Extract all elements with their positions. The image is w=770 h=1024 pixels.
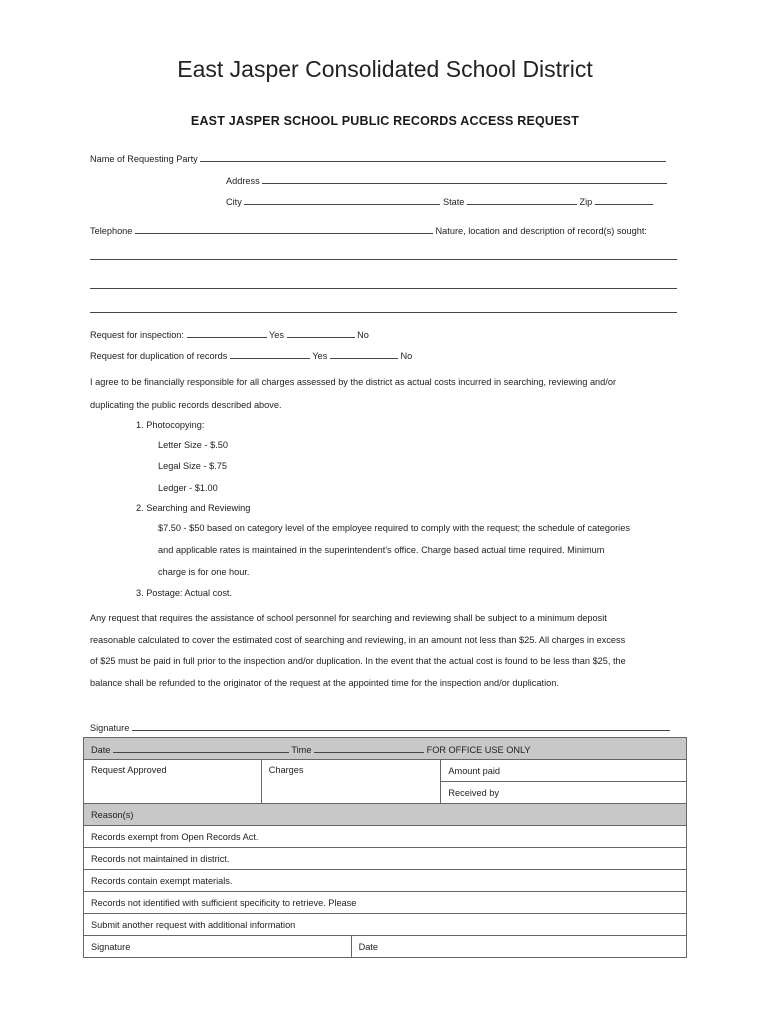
zip-field[interactable]: [595, 195, 653, 205]
inspection-label: Request for inspection:: [90, 330, 184, 340]
deposit-line-2: reasonable calculated to cover the estimated cost of searching and reviewing, in an amount not less than $25. All charges in excess: [90, 635, 626, 645]
city-label: City: [226, 197, 242, 207]
letter-size-rate: Letter Size - $.50: [158, 440, 228, 450]
inspection-yes-label: Yes: [268, 330, 284, 340]
deposit-line-3: of $25 must be paid in full prior to the inspection and/or duplication. In the event that the actual cost is found to be less than $25, the: [90, 656, 626, 666]
name-field[interactable]: [200, 152, 666, 162]
searching-heading: 2. Searching and Reviewing: [136, 503, 251, 513]
name-row: [90, 152, 666, 164]
office-date-row: [84, 738, 687, 760]
nature-label: Nature, location and description of record(s) sought:: [435, 226, 647, 236]
address-label: Address: [226, 176, 260, 186]
records-sought-line-2[interactable]: [90, 288, 677, 289]
duplication-yes-label: Yes: [312, 351, 328, 361]
office-use-table: [83, 737, 687, 958]
reasons-header-row: [84, 804, 687, 826]
duplication-yes-field[interactable]: [230, 349, 310, 359]
legal-size-rate: Legal Size - $.75: [158, 461, 227, 471]
office-date-field[interactable]: [113, 743, 289, 753]
telephone-field[interactable]: [135, 224, 433, 234]
signature-field[interactable]: [132, 721, 670, 731]
telephone-row: [90, 224, 647, 236]
office-signature-row: [84, 936, 687, 958]
office-use-label: FOR OFFICE USE ONLY: [426, 744, 531, 755]
reason-submit-another[interactable]: Submit another request with additional information: [84, 914, 687, 936]
duplication-row: [90, 349, 412, 361]
agreement-line-1: I agree to be financially responsible for all charges assessed by the district as actual costs incurred in searching, reviewing and/or: [90, 377, 617, 387]
reason-row: [84, 848, 687, 870]
duplication-no-label: No: [400, 351, 413, 361]
signature-label: Signature: [90, 723, 130, 733]
city-field[interactable]: [244, 195, 440, 205]
office-header-cell: [84, 738, 687, 760]
inspection-row: [90, 328, 369, 340]
ledger-rate: Ledger - $1.00: [158, 483, 218, 493]
state-label: State: [442, 197, 465, 207]
office-signature-cell[interactable]: Signature: [84, 936, 352, 958]
signature-row: [90, 721, 670, 733]
reason-exempt[interactable]: Records exempt from Open Records Act.: [84, 826, 687, 848]
amount-paid-cell[interactable]: [441, 760, 687, 782]
searching-line-2: and applicable rates is maintained in the superintendent's office. Charge based actual time required. Minimum: [158, 545, 605, 555]
records-sought-line-1[interactable]: [90, 259, 677, 260]
city-state-zip-row: [226, 195, 653, 207]
reason-row: [84, 826, 687, 848]
request-approved-label: Request Approved: [91, 765, 167, 775]
agreement-line-2: duplicating the public records described above.: [90, 400, 282, 410]
received-by-label: Received by: [448, 787, 499, 798]
postage-item: 3. Postage: Actual cost.: [136, 588, 233, 598]
district-title: East Jasper Consolidated School District: [177, 56, 593, 82]
form-title: EAST JASPER SCHOOL PUBLIC RECORDS ACCESS REQUEST: [190, 114, 580, 128]
deposit-line-4: balance shall be refunded to the originator of the request at the appointed time for the inspection and/or duplication.: [90, 678, 559, 688]
address-row: [226, 174, 667, 186]
address-field[interactable]: [262, 174, 667, 184]
searching-line-3: charge is for one hour.: [158, 567, 250, 577]
charges-cell[interactable]: [261, 760, 441, 804]
office-date-cell[interactable]: Date: [351, 936, 686, 958]
reason-not-identified[interactable]: Records not identified with sufficient specificity to retrieve. Please: [84, 892, 687, 914]
reason-exempt-materials[interactable]: Records contain exempt materials.: [84, 870, 687, 892]
records-sought-line-3[interactable]: [90, 312, 677, 313]
charges-label: Charges: [268, 765, 304, 775]
approval-row-1: [84, 760, 687, 782]
reason-row: [84, 914, 687, 936]
deposit-line-1: Any request that requires the assistance of school personnel for searching and reviewing shall be subject to a minimum deposit: [90, 613, 607, 623]
zip-label: Zip: [579, 197, 593, 207]
request-approved-cell[interactable]: [84, 760, 262, 804]
duplication-label: Request for duplication of records: [90, 351, 228, 361]
office-date-label: Date: [91, 744, 111, 755]
office-time-label: Time: [291, 744, 312, 755]
inspection-no-field[interactable]: [287, 328, 355, 338]
received-by-cell[interactable]: [441, 782, 687, 804]
telephone-label: Telephone: [90, 226, 133, 236]
reason-row: [84, 870, 687, 892]
inspection-no-label: No: [357, 330, 369, 340]
photocopying-heading: 1. Photocopying:: [136, 420, 205, 430]
reason-row: [84, 892, 687, 914]
name-label: Name of Requesting Party: [90, 154, 198, 164]
duplication-no-field[interactable]: [330, 349, 398, 359]
inspection-yes-field[interactable]: [187, 328, 267, 338]
state-field[interactable]: [467, 195, 577, 205]
office-time-field[interactable]: [314, 743, 424, 753]
reason-not-maintained[interactable]: Records not maintained in district.: [84, 848, 687, 870]
reasons-header-cell: Reason(s): [84, 804, 687, 826]
amount-paid-label: Amount paid: [448, 765, 500, 776]
searching-line-1: $7.50 - $50 based on category level of the employee required to comply with the request; the schedule of categories: [158, 523, 630, 533]
